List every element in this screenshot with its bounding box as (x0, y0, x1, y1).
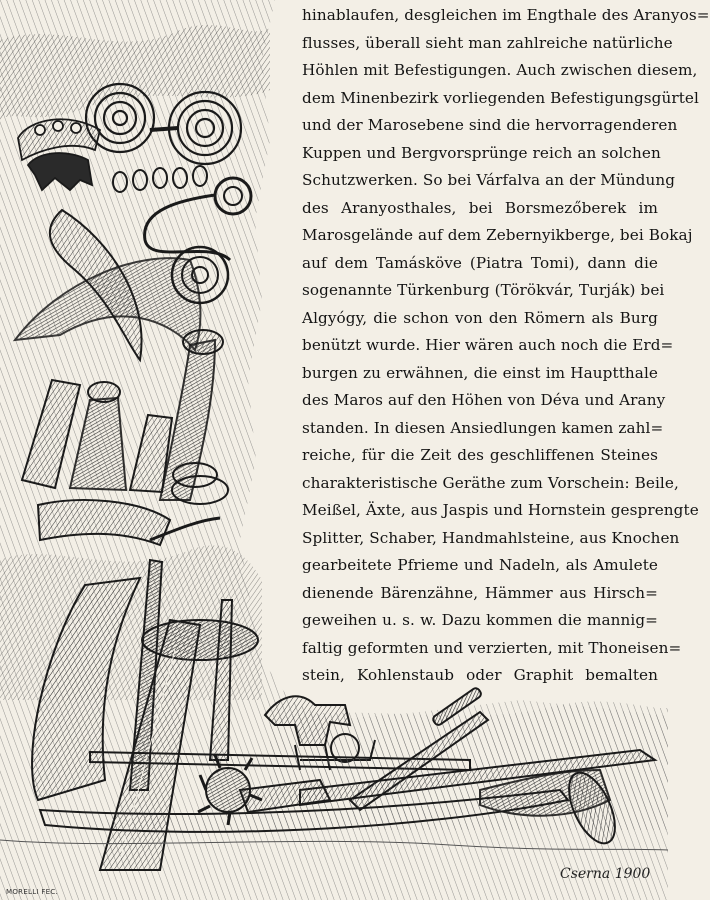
text-line: dienende Bärenzähne, Hämmer aus Hirsch= (302, 583, 658, 602)
text-line: gearbeitete Pfrieme und Nadeln, als Amulete (302, 556, 658, 574)
engraver-mark: MORELLI FEC. (6, 888, 59, 896)
text-line: charakteristische Geräthe zum Vorschein: Beile, (302, 473, 679, 492)
text-line: des Aranyosthales, bei Borsmezőberek im (302, 198, 658, 217)
text-line: und der Marosebene sind die hervorragenderen (302, 116, 678, 134)
text-line: Kuppen und Bergvorsprünge reich an solchen (302, 143, 661, 162)
text-line: burgen zu erwähnen, die einst im Hauptthale (302, 363, 658, 382)
text-line: Splitter, Schaber, Handmahlsteine, aus Knochen (302, 528, 680, 547)
text-line: reiche, für die Zeit des geschliffenen Steines (302, 446, 658, 464)
text-line: stein, Kohlenstaub oder Graphit bemalten (302, 666, 658, 684)
text-line: flusses, überall sieht man zahlreiche natürliche (302, 33, 673, 52)
text-line: standen. In diesen Ansiedlungen kamen zahl= (302, 418, 664, 437)
text-line: geweihen u. s. w. Dazu kommen die mannig= (302, 611, 658, 629)
text-line: auf dem Tamásköve (Piatra Tomi), dann die (302, 253, 658, 272)
text-line: hinablaufen, desgleichen im Engthale des Aranyos= (302, 6, 710, 24)
text-line: Meißel, Äxte, aus Jaspis und Hornstein gesprengte (302, 501, 699, 519)
text-line: dem Minenbezirk vorliegenden Befestigungsgürtel (302, 88, 699, 107)
text-line: Schutzwerken. So bei Várfalva an der Mündung (302, 171, 676, 189)
text-line: faltig geformten und verzierten, mit Thoneisen= (302, 638, 682, 657)
text-line: Marosgelände auf dem Zebernyikberge, bei Bokaj (302, 226, 693, 244)
text-line: benützt wurde. Hier wären auch noch die Erd= (302, 336, 674, 354)
text-line: des Maros auf den Höhen von Déva und Arany (302, 391, 666, 409)
body-text-column (302, 2, 710, 690)
text-line: Höhlen mit Befestigungen. Auch zwischen diesem, (302, 61, 698, 79)
artist-signature: Cserna 1900 (560, 866, 651, 882)
text-line: sogenannte Türkenburg (Törökvár, Turják) bei (302, 281, 665, 299)
text-line: Algyógy, die schon von den Römern als Burg (302, 308, 658, 327)
